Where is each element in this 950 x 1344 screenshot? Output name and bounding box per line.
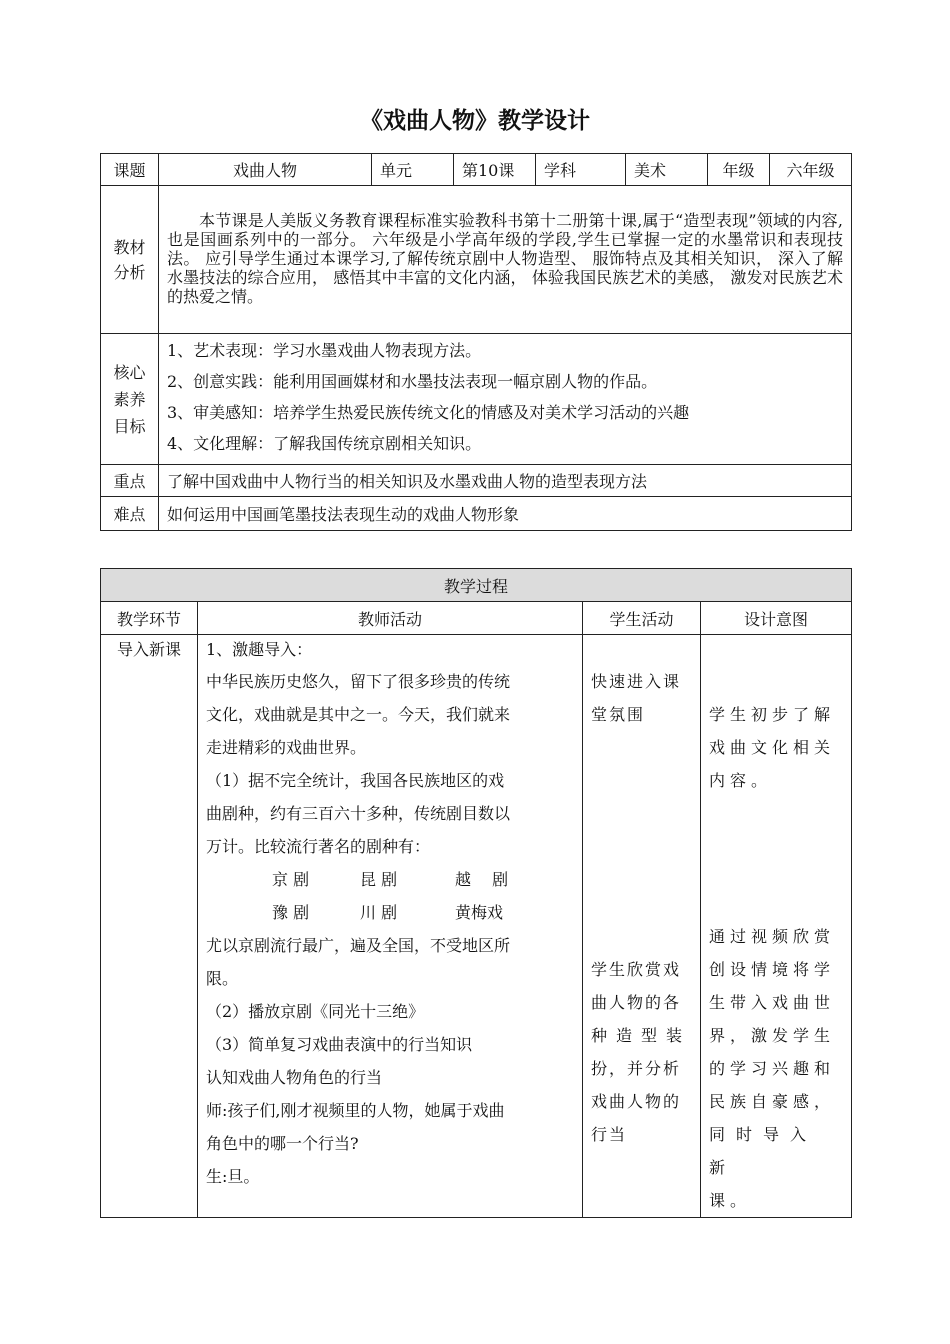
goals-label: 核心 素养 目标 <box>101 334 159 465</box>
subject-value: 美术 <box>626 154 708 186</box>
opera-genre: 昆 剧 <box>360 870 398 889</box>
column-stage: 教学环节 <box>101 602 198 635</box>
student-text: 扮，并分析 <box>591 1059 682 1078</box>
process-header-row <box>101 569 852 602</box>
intent-text: 的学习兴趣和 <box>709 1059 836 1078</box>
stage-label: 导入新课 <box>116 640 181 659</box>
difficulty-text: 如何运用中国画笔墨技法表现生动的戏曲人物形象 <box>159 497 852 531</box>
intent-text: 课。 <box>709 1191 752 1210</box>
difficulty-label: 难点 <box>101 497 159 531</box>
student-text: 快速进入课 <box>591 672 682 691</box>
student-text: 学生欣赏戏 <box>591 960 682 979</box>
info-row-key <box>101 465 852 497</box>
stage-cell <box>101 635 198 1218</box>
document-title: 《戏曲人物》教学设计 <box>360 107 590 134</box>
opera-genre: 越 剧 <box>455 870 509 889</box>
column-student: 学生活动 <box>583 602 701 635</box>
teacher-line: 限。 <box>206 969 239 988</box>
analysis-text: 本节课是人美版义务教育课程标准实验教科书第十二册第十课,属于“造型表现”领域的内容,也是国画系列中的一部分。 六年级是小学高年级的学段,学生已掌握一定的水墨常识和表现技法。 应引导学生通过本课学习,了解传统京剧中人物造型、 服饰特点及其相关知识， 深入了解水墨技法的综合应用， 感悟其中丰富的文化内涵， 体验我国民族艺术的美感， 激发对民族艺术的热爱之情。 <box>159 186 852 334</box>
lesson-info-table <box>100 153 852 531</box>
process-header: 教学过程 <box>101 569 852 602</box>
topic-label: 课题 <box>101 154 159 186</box>
key-text: 了解中国戏曲中人物行当的相关知识及水墨戏曲人物的造型表现方法 <box>159 465 852 497</box>
intent-text: 内容。 <box>709 771 773 790</box>
teacher-line: （1）据不完全统计，我国各民族地区的戏 <box>206 771 505 790</box>
intent-text: 创设情境将学 <box>709 960 836 979</box>
teacher-line: 1、激趣导入： <box>206 640 313 659</box>
teacher-line: 尤以京剧流行最广，遍及全国，不受地区所 <box>206 936 511 955</box>
teacher-line: 文化，戏曲就是其中之一。今天，我们就来 <box>206 705 511 724</box>
key-label: 重点 <box>101 465 159 497</box>
grade-value: 六年级 <box>770 154 852 186</box>
intent-text: 生带入戏曲世 <box>709 993 836 1012</box>
intent-text: 学生初步了解 <box>709 705 836 724</box>
goal-item: 3、审美感知：培养学生热爱民族传统文化的情感及对美术学习活动的兴趣 <box>167 403 690 422</box>
column-teacher: 教师活动 <box>198 602 583 635</box>
teacher-line: 生:旦。 <box>206 1167 260 1186</box>
teacher-line: 认知戏曲人物角色的行当 <box>206 1068 383 1087</box>
subject-label: 学科 <box>536 154 626 186</box>
teacher-line: 角色中的哪一个行当? <box>206 1134 359 1153</box>
info-row-analysis <box>101 186 852 334</box>
info-row-goals <box>101 334 852 465</box>
goal-item: 1、艺术表现：学习水墨戏曲人物表现方法。 <box>167 341 482 360</box>
unit-label: 单元 <box>372 154 454 186</box>
teacher-line: 师:孩子们,刚才视频里的人物，她属于戏曲 <box>206 1101 505 1120</box>
opera-genre: 川 剧 <box>360 903 398 922</box>
student-text: 曲人物的各 <box>591 993 682 1012</box>
teacher-activity <box>198 635 583 1218</box>
teacher-line: 中华民族历史悠久，留下了很多珍贵的传统 <box>206 672 511 691</box>
grade-label: 年级 <box>708 154 770 186</box>
intent-text: 民族自豪感， <box>709 1092 836 1111</box>
unit-value: 第10课 <box>454 154 536 186</box>
intent-text: 戏曲文化相关 <box>709 738 836 757</box>
student-text: 戏曲人物的 <box>591 1092 682 1111</box>
column-intent: 设计意图 <box>701 602 852 635</box>
intent-text: 同时导入新 <box>709 1125 818 1177</box>
student-activity <box>583 635 701 1218</box>
process-row-intro <box>101 635 852 1218</box>
student-text: 种造型装 <box>591 1026 692 1045</box>
info-row-topic <box>101 154 852 186</box>
design-intent <box>701 635 852 1218</box>
teacher-line: （3）简单复习戏曲表演中的行当知识 <box>206 1035 473 1054</box>
opera-genres-row-1 <box>206 863 574 896</box>
goals-list <box>159 334 852 465</box>
analysis-label: 教材 分析 <box>101 186 159 334</box>
topic-value: 戏曲人物 <box>159 154 372 186</box>
student-text: 堂氛围 <box>591 705 646 724</box>
opera-genre: 黄梅戏 <box>455 903 504 922</box>
opera-genre: 京 剧 <box>272 870 310 889</box>
student-text: 行当 <box>591 1125 628 1144</box>
goal-item: 2、创意实践：能利用国画媒材和水墨技法表现一幅京剧人物的作品。 <box>167 372 658 391</box>
teacher-line: 曲剧种，约有三百六十多种，传统剧目数以 <box>206 804 511 823</box>
intent-text: 界，激发学生 <box>709 1026 836 1045</box>
intent-text: 通过视频欣赏 <box>709 927 836 946</box>
teacher-line: 万计。比较流行著名的剧种有： <box>206 837 431 856</box>
process-columns-row <box>101 602 852 635</box>
teacher-line: 走进精彩的戏曲世界。 <box>206 738 367 757</box>
teaching-process-table <box>100 568 852 1218</box>
opera-genres-row-2 <box>206 896 574 929</box>
teacher-line: （2）播放京剧《同光十三绝》 <box>206 1002 425 1021</box>
info-row-difficulty <box>101 497 852 531</box>
goal-item: 4、文化理解：了解我国传统京剧相关知识。 <box>167 434 482 453</box>
opera-genre: 豫 剧 <box>272 903 310 922</box>
